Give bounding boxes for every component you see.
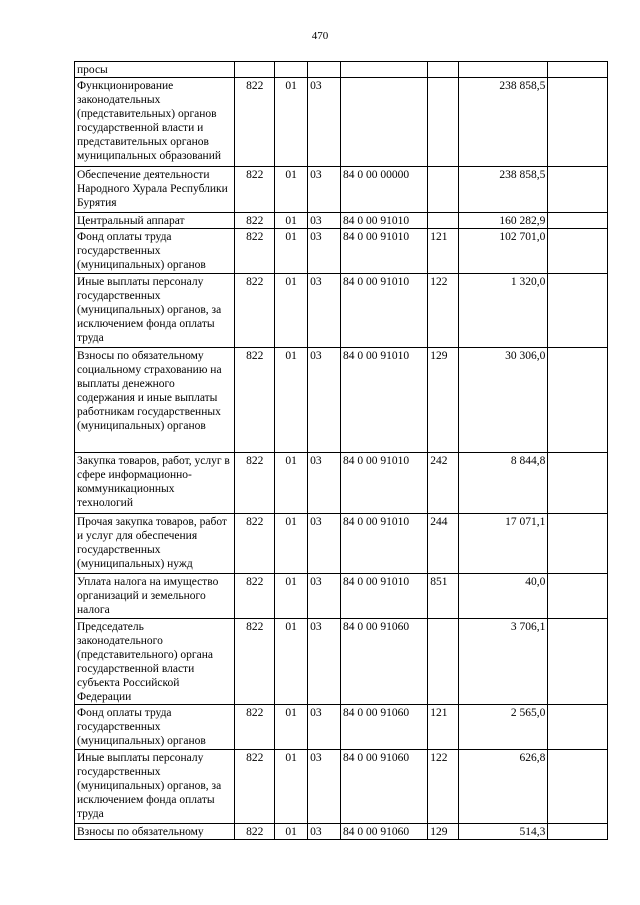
row-sum: 102 701,0 (459, 229, 548, 274)
row-pr: 03 (308, 274, 341, 348)
row-vr (428, 167, 459, 213)
row-pr: 03 (308, 750, 341, 824)
row-ved: 822 (235, 574, 275, 619)
row-sum: 160 282,9 (459, 213, 548, 229)
row-sum: 30 306,0 (459, 348, 548, 453)
row-csr: 84 0 00 91010 (340, 574, 427, 619)
row-pr: 03 (308, 229, 341, 274)
row-name: Закупка товаров, работ, услуг в сфере информационно-коммуникационных технологий (75, 453, 235, 514)
row-vr: 129 (428, 348, 459, 453)
row-pr: 03 (308, 167, 341, 213)
row-ved: 822 (235, 274, 275, 348)
row-name: Взносы по обязательному (75, 824, 235, 840)
row-ved: 822 (235, 348, 275, 453)
row-rz: 01 (275, 229, 308, 274)
table-row (75, 750, 608, 824)
row-vr (428, 619, 459, 705)
table-row (75, 619, 608, 705)
row-vr: 244 (428, 514, 459, 574)
row-name: Фонд оплаты труда государственных (муниципальных) органов (75, 229, 235, 274)
row-sum: 626,8 (459, 750, 548, 824)
row-vr: 121 (428, 229, 459, 274)
row-rz: 01 (275, 213, 308, 229)
row-sum: 514,3 (459, 824, 548, 840)
row-pr: 03 (308, 78, 341, 167)
row-csr: 84 0 00 91010 (340, 229, 427, 274)
row-rz: 01 (275, 750, 308, 824)
row-pr: 03 (308, 574, 341, 619)
table-row (75, 213, 608, 229)
row-extra-cell (548, 348, 608, 453)
row-ved: 822 (235, 167, 275, 213)
row-name: Взносы по обязательному социальному страхованию на выплаты денежного содержания и иные выплаты работникам государственных (муниципальных) органов (75, 348, 235, 453)
row-extra-cell (548, 705, 608, 750)
row-rz: 01 (275, 824, 308, 840)
row-extra-cell (548, 514, 608, 574)
row-sum: 1 320,0 (459, 274, 548, 348)
row-vr: 242 (428, 453, 459, 514)
row-name: Иные выплаты персоналу государственных (муниципальных) органов, за исключением фонда оплаты труда (75, 750, 235, 824)
row-vr: 121 (428, 705, 459, 750)
row-name: Уплата налога на имущество организаций и земельного налога (75, 574, 235, 619)
table-row (75, 574, 608, 619)
row-extra-cell (548, 229, 608, 274)
row-name: Центральный аппарат (75, 213, 235, 229)
row-sum: 2 565,0 (459, 705, 548, 750)
row-sum: 17 071,1 (459, 514, 548, 574)
row-sum: 238 858,5 (459, 167, 548, 213)
row-name: Председатель законодательного (представительного) органа государственной власти субъекта Российской Федерации (75, 619, 235, 705)
table-row (75, 62, 608, 78)
row-csr: 84 0 00 00000 (340, 167, 427, 213)
row-rz: 01 (275, 705, 308, 750)
row-vr: 129 (428, 824, 459, 840)
row-vr (428, 213, 459, 229)
row-name: Обеспечение деятельности Народного Хурала Республики Бурятия (75, 167, 235, 213)
table-row (75, 229, 608, 274)
row-ved (235, 62, 275, 78)
row-rz: 01 (275, 453, 308, 514)
row-ved: 822 (235, 619, 275, 705)
table-row (75, 167, 608, 213)
row-extra-cell (548, 213, 608, 229)
row-csr: 84 0 00 91060 (340, 750, 427, 824)
row-csr: 84 0 00 91010 (340, 514, 427, 574)
row-ved: 822 (235, 213, 275, 229)
row-ved: 822 (235, 453, 275, 514)
row-sum: 238 858,5 (459, 78, 548, 167)
row-pr: 03 (308, 213, 341, 229)
row-pr: 03 (308, 619, 341, 705)
row-vr (428, 62, 459, 78)
row-pr: 03 (308, 348, 341, 453)
table-row (75, 78, 608, 167)
row-name: просы (75, 62, 235, 78)
row-extra-cell (548, 167, 608, 213)
row-extra-cell (548, 78, 608, 167)
row-pr (308, 62, 341, 78)
row-csr: 84 0 00 91010 (340, 213, 427, 229)
row-extra-cell (548, 750, 608, 824)
row-csr (340, 62, 427, 78)
row-sum: 3 706,1 (459, 619, 548, 705)
table-row (75, 274, 608, 348)
row-csr: 84 0 00 91060 (340, 705, 427, 750)
row-extra-cell (548, 824, 608, 840)
row-sum (459, 62, 548, 78)
row-sum: 40,0 (459, 574, 548, 619)
row-sum: 8 844,8 (459, 453, 548, 514)
table-row (75, 348, 608, 453)
row-pr: 03 (308, 705, 341, 750)
row-csr: 84 0 00 91010 (340, 348, 427, 453)
row-ved: 822 (235, 229, 275, 274)
row-extra-cell (548, 62, 608, 78)
row-extra-cell (548, 574, 608, 619)
table-row (75, 453, 608, 514)
page-number: 470 (311, 30, 329, 42)
row-rz: 01 (275, 167, 308, 213)
table-row (75, 824, 608, 840)
table-row (75, 514, 608, 574)
row-rz: 01 (275, 514, 308, 574)
row-vr: 851 (428, 574, 459, 619)
row-extra-cell (548, 619, 608, 705)
row-rz (275, 62, 308, 78)
row-csr: 84 0 00 91010 (340, 453, 427, 514)
row-extra-cell (548, 453, 608, 514)
row-rz: 01 (275, 574, 308, 619)
row-name: Иные выплаты персоналу государственных (муниципальных) органов, за исключением фонда оплаты труда (75, 274, 235, 348)
row-rz: 01 (275, 619, 308, 705)
row-rz: 01 (275, 348, 308, 453)
row-name: Фонд оплаты труда государственных (муниципальных) органов (75, 705, 235, 750)
row-extra-cell (548, 274, 608, 348)
row-csr: 84 0 00 91060 (340, 619, 427, 705)
row-csr: 84 0 00 91060 (340, 824, 427, 840)
row-pr: 03 (308, 824, 341, 840)
row-vr: 122 (428, 750, 459, 824)
row-pr: 03 (308, 514, 341, 574)
row-ved: 822 (235, 78, 275, 167)
row-ved: 822 (235, 705, 275, 750)
row-vr: 122 (428, 274, 459, 348)
table-row (75, 705, 608, 750)
row-name: Функционирование законодательных (представительных) органов государственной власти и представительных органов муниципальных образований (75, 78, 235, 167)
row-name: Прочая закупка товаров, работ и услуг для обеспечения государственных (муниципальных) нужд (75, 514, 235, 574)
row-ved: 822 (235, 514, 275, 574)
row-vr (428, 78, 459, 167)
row-rz: 01 (275, 274, 308, 348)
budget-table (74, 61, 608, 840)
row-csr (340, 78, 427, 167)
row-pr: 03 (308, 453, 341, 514)
row-csr: 84 0 00 91010 (340, 274, 427, 348)
row-ved: 822 (235, 824, 275, 840)
row-rz: 01 (275, 78, 308, 167)
row-ved: 822 (235, 750, 275, 824)
